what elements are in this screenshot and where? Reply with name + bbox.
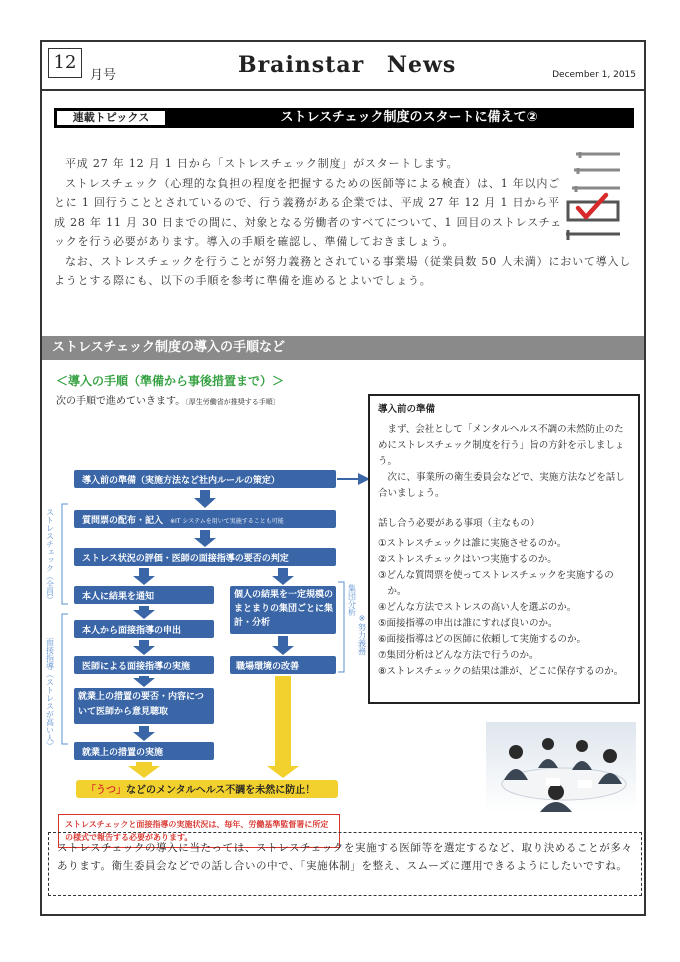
- prep-list-title: 話し合う必要がある事項（主なもの）: [378, 518, 540, 529]
- step-preparation-label: 導入前の準備（実施方法など社内ルールの策定）: [82, 476, 280, 486]
- label-all-participants: ストレスチェック（全員）: [45, 508, 55, 604]
- step-opinion-label: 就業上の措置の要否・内容について医師から意見聴取: [78, 692, 204, 717]
- list-item: ⑦集団分析はどんな方法で行うのか。: [378, 650, 539, 661]
- topic-bar: [54, 108, 634, 128]
- list-item: ②ストレスチェックはいつ実施するのか。: [378, 554, 557, 565]
- prep-text-1: まず、会社として「メンタルヘルス不調の未然防止のためにストレスチェック制度を行う」旨の方針を示しましょう。: [378, 424, 625, 467]
- list-item: ⑧ストレスチェックの結果は誰が、どこに保存するのか。: [378, 666, 624, 677]
- label-group-analysis: 集団分析: [347, 584, 357, 616]
- step-notify-result-label: 本人に結果を通知: [82, 592, 155, 602]
- group-analysis-label: 個人の結果を一定規模のまとまりの集団ごとに集計・分析: [234, 590, 334, 628]
- prep-list: [378, 536, 630, 680]
- intro-text: [54, 154, 634, 291]
- step-evaluation-label: ストレス状況の評価・医師の面接指導の要否の判定: [82, 554, 289, 564]
- topic-title: ストレスチェック制度のスタートに備えて②: [280, 110, 538, 125]
- newsletter-page: [40, 40, 646, 916]
- topic-tag: 連載トピックス: [56, 110, 166, 126]
- label-effort-obligation: ※努力義務: [357, 614, 367, 655]
- prevention-banner-text: 「うつ」などのメンタルヘルス不調を未然に防止！: [86, 785, 316, 796]
- steps-subtext-note: 〔厚生労働省が推奨する手順〕: [185, 398, 280, 406]
- issue-unit: 月号: [90, 68, 117, 83]
- workplace-improvement-label: 職場環境の改善: [236, 662, 300, 672]
- prep-title: 導入前の準備: [378, 404, 436, 415]
- intro-paragraph-1: 平成 27 年 12 月 1 日から「ストレスチェック制度」がスタートします。: [65, 157, 459, 170]
- prep-panel: [368, 394, 640, 704]
- steps-heading: ＜導入の手順（準備から事後措置まで）＞: [56, 374, 285, 388]
- newsletter-title: Brainstar News: [238, 52, 457, 78]
- issue-number: 12: [48, 48, 82, 78]
- meeting-photo: [486, 722, 636, 812]
- intro-paragraph-3: なお、ストレスチェックを行うことが努力義務とされている事業場（従業員数 50 人未満）において導入しようとする際にも、以下の手順を参考に準備を進めるとよいでしょう。: [54, 254, 632, 287]
- checklist-icon: [562, 142, 630, 247]
- step-implementation-label: 就業上の措置の実施: [82, 748, 164, 758]
- list-item: ⑤面接指導の申出は誰にすれば良いのか。: [378, 618, 558, 629]
- report-note-text: ストレスチェックと面接指導の実施状況は、毎年、労働基準監督署に所定の様式で報告する必要があります。: [65, 820, 329, 842]
- step-questionnaire-note: ※IT システムを用いて実施することも可能: [170, 518, 284, 525]
- issue-date: December 1, 2015: [552, 70, 636, 80]
- intro-paragraph-2: ストレスチェック（心理的な負担の程度を把握するための医師等による検査）は、1 年以内ごとに 1 回行うこととされているので、行う義務がある企業では、平成 27 年 12 月 1 日から平成 28 年 11 月 30 日までの間に、対象となる労働者のすべてについて、1 回目のストレスチェックを行う必要があります。導入の手順を確認し、準備しておきましょう。: [54, 176, 562, 248]
- label-interview-guidance: 面接指導（ストレスが高い人）: [45, 638, 55, 750]
- step-questionnaire-label: 質問票の配布・記入: [82, 516, 164, 526]
- header-divider: [42, 89, 644, 91]
- steps-subtext: [56, 392, 280, 407]
- list-item: ①ストレスチェックは誰に実施させるのか。: [378, 538, 567, 549]
- list-item: ④どんな方法でストレスの高い人を選ぶのか。: [378, 602, 577, 613]
- procedure-section-header: ストレスチェック制度の導入の手順など: [42, 336, 644, 360]
- closing-text: ストレスチェックの導入に当たっては、ストレスチェックを実施する医師等を選定するなど、取り決めることが多々あります。衛生委員会などでの話し合いの中で、「実施体制」を整え、スムーズに運用できるようにしたいですね。: [48, 832, 642, 896]
- list-item: ③どんな質問票を使ってストレスチェックを実施するのか。: [378, 570, 614, 597]
- step-interview-conduct-label: 医師による面接指導の実施: [82, 662, 191, 672]
- step-interview-request-label: 本人から面接指導の申出: [82, 626, 182, 636]
- list-item: ⑥面接指導はどの医師に依頼して実施するのか。: [378, 634, 587, 645]
- steps-subtext-main: 次の手順で進めていきます。: [56, 396, 186, 407]
- flowchart: [42, 416, 372, 812]
- prep-text-2: 次に、事業所の衛生委員会などで、実施方法などを話し合いましょう。: [378, 472, 625, 499]
